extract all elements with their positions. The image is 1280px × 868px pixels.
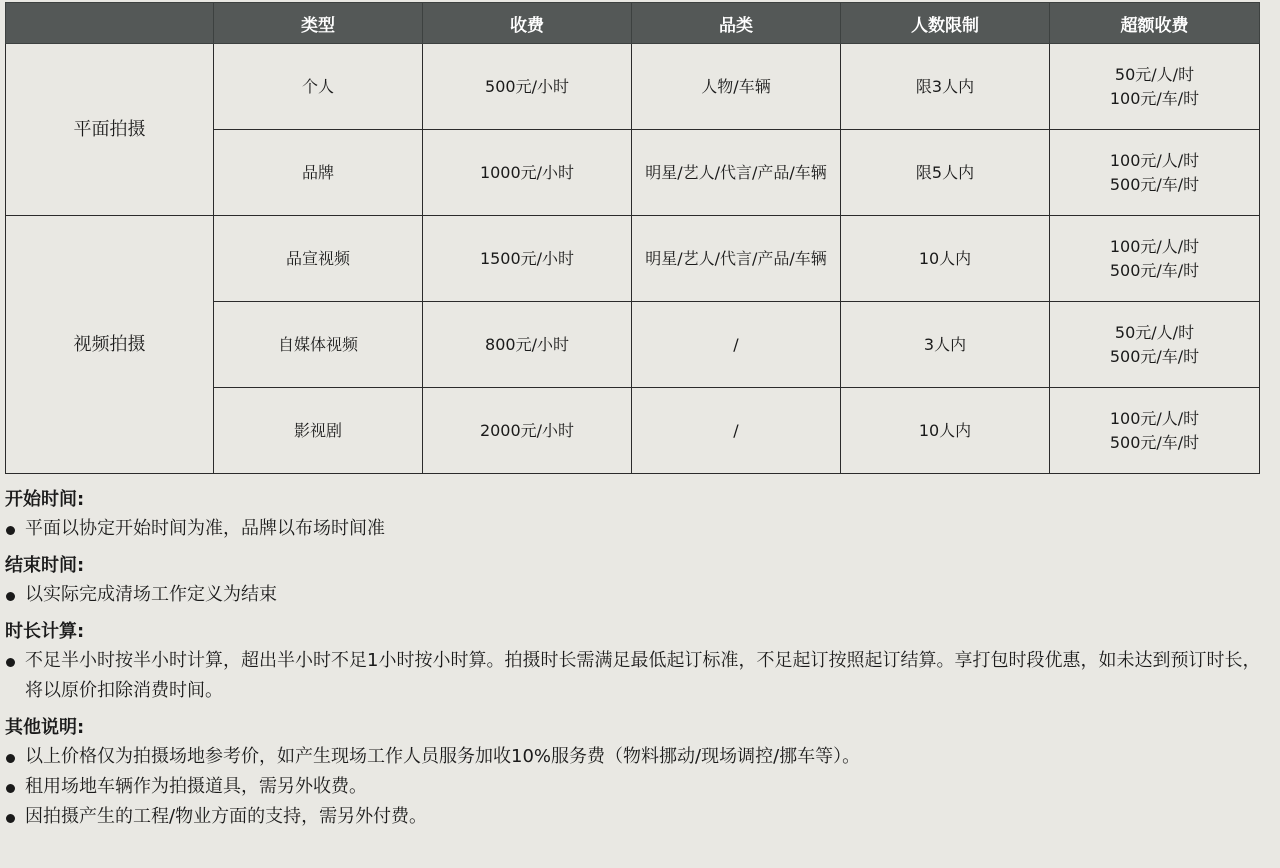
bullet-icon — [6, 754, 15, 763]
extra-per-person: 50元/人/时 — [1114, 64, 1195, 84]
extra-per-person: 100元/人/时 — [1109, 236, 1200, 256]
group-label-video: 视频拍摄 — [6, 216, 214, 474]
cell-type: 影视剧 — [214, 388, 423, 474]
note-text: 以上价格仅为拍摄场地参考价，如产生现场工作人员服务加收10%服务费（物料挪动/现场调控/挪车等）。 — [25, 746, 861, 767]
extra-per-car: 500元/车/时 — [1109, 432, 1200, 452]
cell-category: 明星/艺人/代言/产品/车辆 — [632, 130, 841, 216]
cell-limit: 3人内 — [841, 302, 1050, 388]
extra-per-person: 100元/人/时 — [1109, 150, 1200, 170]
extra-per-car: 500元/车/时 — [1109, 174, 1200, 194]
note-text: 平面以协定开始时间为准，品牌以布场时间准 — [25, 518, 385, 539]
cell-category: 明星/艺人/代言/产品/车辆 — [632, 216, 841, 302]
note-item — [5, 772, 1275, 802]
note-heading-end-time: 结束时间: — [5, 555, 85, 576]
table-header-row — [6, 3, 1260, 44]
note-heading-other: 其他说明: — [5, 717, 85, 738]
note-heading-duration: 时长计算: — [5, 621, 85, 642]
cell-fee: 1500元/小时 — [423, 216, 632, 302]
header-category: 品类 — [632, 3, 841, 44]
note-text: 以实际完成清场工作定义为结束 — [25, 584, 277, 605]
note-item — [5, 514, 1275, 544]
bullet-icon — [6, 784, 15, 793]
note-item — [5, 646, 1275, 706]
pricing-table — [5, 2, 1260, 474]
bullet-icon — [6, 814, 15, 823]
cell-category: / — [632, 302, 841, 388]
cell-extra — [1050, 302, 1260, 388]
cell-fee: 1000元/小时 — [423, 130, 632, 216]
note-item — [5, 802, 1275, 832]
header-fee: 收费 — [423, 3, 632, 44]
cell-type: 自媒体视频 — [214, 302, 423, 388]
table-row — [6, 44, 1260, 130]
header-blank — [6, 3, 214, 44]
note-text: 租用场地车辆作为拍摄道具，需另外收费。 — [25, 776, 367, 797]
note-item — [5, 580, 1275, 610]
bullet-icon — [6, 658, 15, 667]
cell-limit: 10人内 — [841, 388, 1050, 474]
cell-extra — [1050, 44, 1260, 130]
cell-extra — [1050, 216, 1260, 302]
bullet-icon — [6, 526, 15, 535]
header-extra: 超额收费 — [1050, 3, 1260, 44]
cell-type: 个人 — [214, 44, 423, 130]
cell-fee: 500元/小时 — [423, 44, 632, 130]
note-text: 不足半小时按半小时计算，超出半小时不足1小时按小时算。拍摄时长需满足最低起订标准，不足起订按照起订结算。享打包时段优惠，如未达到预订时长，将以原价扣除消费时间。 — [25, 650, 1261, 701]
cell-extra — [1050, 130, 1260, 216]
extra-per-person: 100元/人/时 — [1109, 408, 1200, 428]
note-heading-start-time: 开始时间: — [5, 489, 85, 510]
cell-category: 人物/车辆 — [632, 44, 841, 130]
header-limit: 人数限制 — [841, 3, 1050, 44]
extra-per-person: 50元/人/时 — [1114, 322, 1195, 342]
note-text: 因拍摄产生的工程/物业方面的支持，需另外付费。 — [25, 806, 428, 827]
cell-limit: 限3人内 — [841, 44, 1050, 130]
extra-per-car: 100元/车/时 — [1109, 88, 1200, 108]
bullet-icon — [6, 592, 15, 601]
header-type: 类型 — [214, 3, 423, 44]
cell-fee: 2000元/小时 — [423, 388, 632, 474]
cell-limit: 10人内 — [841, 216, 1050, 302]
cell-type: 品牌 — [214, 130, 423, 216]
cell-type: 品宣视频 — [214, 216, 423, 302]
cell-extra — [1050, 388, 1260, 474]
extra-per-car: 500元/车/时 — [1109, 260, 1200, 280]
notes-section — [5, 486, 1275, 832]
cell-limit: 限5人内 — [841, 130, 1050, 216]
note-item — [5, 742, 1275, 772]
cell-fee: 800元/小时 — [423, 302, 632, 388]
extra-per-car: 500元/车/时 — [1109, 346, 1200, 366]
table-row — [6, 216, 1260, 302]
group-label-photo: 平面拍摄 — [6, 44, 214, 216]
cell-category: / — [632, 388, 841, 474]
